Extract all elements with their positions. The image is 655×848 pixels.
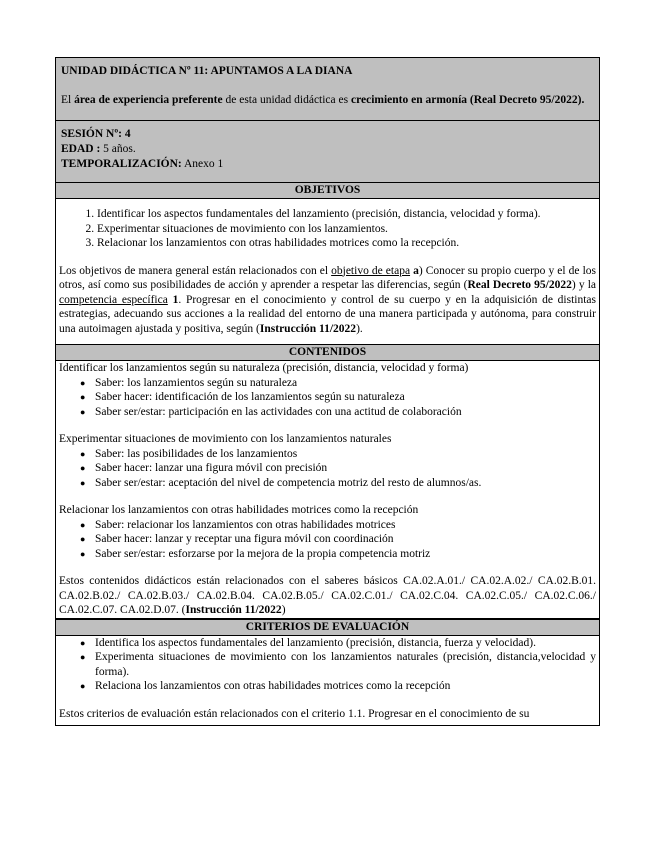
area-statement: El área de experiencia preferente de esta unidad didáctica es crecimiento en armonía (Real Decreto 95/2022).	[61, 94, 585, 106]
list-item: ● Saber ser/estar: esforzarse por la mejora de la propia competencia motriz	[95, 547, 596, 562]
criterios-section	[55, 618, 600, 727]
list-item: ● Experimenta situaciones de movimiento con los lanzamientos naturales (precisión, distancia,velocidad y forma).	[95, 650, 596, 679]
session-info	[55, 120, 600, 182]
document-page	[55, 57, 600, 726]
timing: TEMPORALIZACIÓN: Anexo 1	[61, 158, 224, 170]
list-item: ● Relaciona los lanzamientos con otras habilidades motrices como la recepción	[95, 679, 596, 694]
contenidos-group-list	[59, 518, 596, 562]
list-item: ● Identifica los aspectos fundamentales del lanzamiento (precisión, distancia, fuerza y velocidad).	[95, 636, 596, 651]
contenidos-paragraph: Estos contenidos didácticos están relacionados con el saberes básicos CA.02.A.01./ CA.02.A.02./ CA.02.B.01. CA.02.B.02./ CA.02.B.03./ CA.02.B.04. CA.02.B.05./ CA.02.C.01./ CA.02.C.04. CA.02.C.05./ CA.02.C.06./ CA.02.C.07. CA.02.D.07. (Instrucción 11/2022)	[59, 575, 596, 616]
contenidos-heading: CONTENIDOS	[56, 345, 599, 360]
session-number: SESIÓN Nº: 4	[61, 128, 131, 140]
criterios-list	[59, 636, 596, 694]
age: EDAD : 5 años.	[61, 143, 136, 155]
list-item: ● Saber hacer: lanzar una figura móvil con precisión	[95, 461, 596, 476]
contenidos-group-title: Experimentar situaciones de movimiento con los lanzamientos naturales	[59, 433, 392, 445]
contenidos-group-title: Identificar los lanzamientos según su naturaleza (precisión, distancia, velocidad y forma)	[59, 362, 469, 374]
list-item: ● Saber ser/estar: participación en las actividades con una actitud de colaboración	[95, 405, 596, 420]
objetivos-section	[55, 182, 600, 344]
criterios-heading: CRITERIOS DE EVALUACIÓN	[56, 619, 599, 635]
objetivos-paragraph: Los objetivos de manera general están relacionados con el objetivo de etapa a) Conocer su propio cuerpo y el de los otros, así como sus posibilidades de acción y aprender a respetar las diferencias, según (Real Decreto 95/2022) y la competencia específica 1. Progresar en el conocimiento y control de su cuerpo y en la adquisición de distintas estrategias, adecuando sus acciones a la realidad del entorno de una manera participada y autónoma, para construir una autoimagen ajustada y positiva, según (Instrucción 11/2022).	[59, 264, 597, 335]
list-item: 3. Relacionar los lanzamientos con otras habilidades motrices como la recepción.	[97, 236, 596, 251]
list-item: ● Saber hacer: lanzar y receptar una figura móvil con coordinación	[95, 532, 596, 547]
unit-header	[55, 57, 600, 120]
objetivos-list	[59, 207, 596, 251]
unit-title: UNIDAD DIDÁCTICA Nº 11: APUNTAMOS A LA DIANA	[61, 65, 353, 77]
criterios-paragraph: Estos criterios de evaluación están relacionados con el criterio 1.1. Progresar en el conocimiento de su	[59, 707, 530, 720]
contenidos-group-title: Relacionar los lanzamientos con otras habilidades motrices como la recepción	[59, 504, 419, 516]
contenidos-group-list	[59, 376, 596, 420]
list-item: ● Saber: los lanzamientos según su naturaleza	[95, 376, 596, 391]
list-item: ● Saber ser/estar: aceptación del nivel de competencia motriz del resto de alumnos/as.	[95, 476, 596, 491]
contenidos-group-list	[59, 447, 596, 491]
list-item: ● Saber: las posibilidades de los lanzamientos	[95, 447, 596, 462]
list-item: 2. Experimentar situaciones de movimiento con los lanzamientos.	[97, 222, 596, 237]
list-item: 1. Identificar los aspectos fundamentales del lanzamiento (precisión, distancia, velocidad y forma).	[97, 207, 596, 222]
objetivos-heading: OBJETIVOS	[56, 182, 599, 198]
contenidos-section	[55, 344, 600, 618]
list-item: ● Saber: relacionar los lanzamientos con otras habilidades motrices	[95, 518, 596, 533]
list-item: ● Saber hacer: identificación de los lanzamientos según su naturaleza	[95, 390, 596, 405]
